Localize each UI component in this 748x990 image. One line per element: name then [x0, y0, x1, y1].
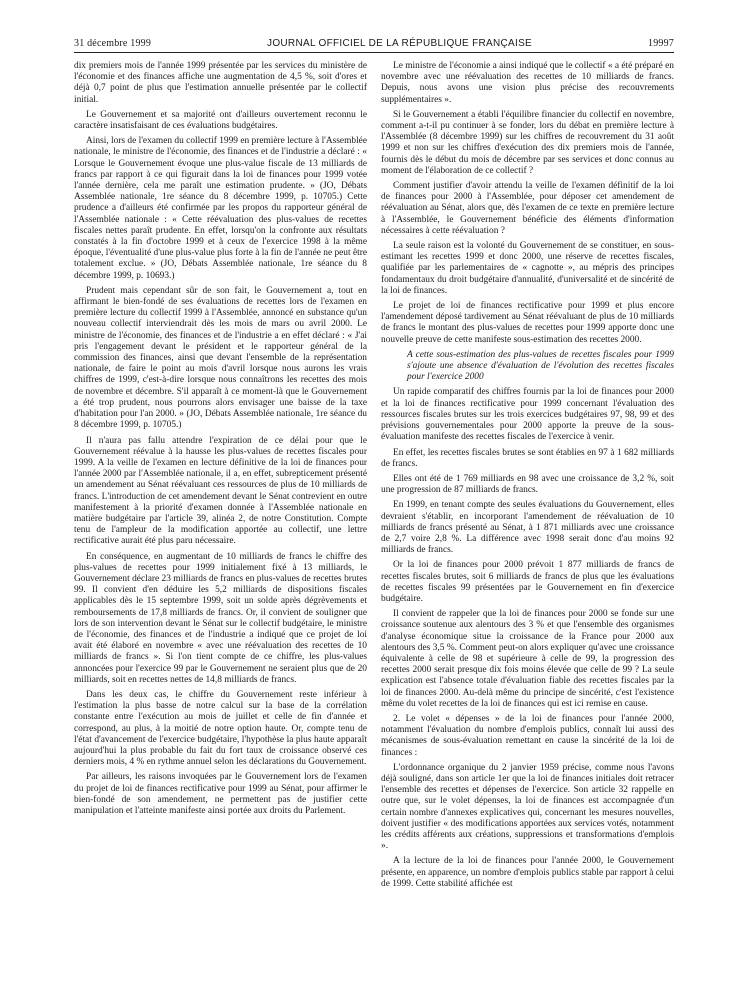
paragraph: dix premiers mois de l'année 1999 présentée par les services du ministère de l'économie et des finances affiche une augmentation de 4,5 %, soit d'ores et déjà 0,7 point de plus que l'estimation annuelle présentée par le collectif initial.: [74, 61, 367, 105]
page-header: [74, 38, 674, 49]
section-subheading: A cette sous-estimation des plus-values de recettes fiscales pour 1999 s'ajoute une absence d'évaluation de l'évolution des recettes fiscales pour l'exercice 2000: [407, 349, 674, 383]
paragraph: En effet, les recettes fiscales brutes se sont établies en 97 à 1 682 milliards de francs.: [381, 447, 674, 469]
paragraph: En 1999, en tenant compte des seules évaluations du Gouvernement, elles devraient s'établir, en incorporant l'amendement de réévaluation de 10 milliards de francs présenté au Sénat, à 1 871 milliards avec une croissance de 2,7 voire 2,8 %. La différence avec 1998 serait donc d'au moins 92 milliards de francs.: [381, 500, 674, 556]
paragraph: Le ministre de l'économie a ainsi indiqué que le collectif « a été préparé en novembre avec une réévaluation des recettes de 10 milliards de francs. Depuis, nous avons une vision plus précise des recouvrements supplémentaires ».: [381, 61, 674, 105]
paragraph: Il n'aura pas fallu attendre l'expiration de ce délai pour que le Gouvernement réévalue à la hausse les plus-values de recettes fiscales pour 1999. A la veille de l'examen en lecture définitive de la loi de finances pour l'année 2000 par l'Assemblée nationale, il a, en effet, subrepticement présenté un amendement au Sénat réévaluant ces ressources de plus de 10 milliards de francs. L'introduction de cet amendement devant le Sénat contrevient en outre manifestement à la priorité d'examen donnée à l'Assemblée nationale en matière budgétaire par l'article 39, alinéa 2, de notre Constitution. Compte tenu de l'ampleur de la modification apportée au collectif, une lettre rectificative aurait été plus paru nécessaire.: [74, 435, 367, 547]
text-columns: [74, 61, 674, 894]
right-column: [381, 61, 674, 894]
paragraph: Le Gouvernement et sa majorité ont d'ailleurs ouvertement reconnu le caractère insatisfaisant de ces évaluations budgétaires.: [74, 109, 367, 132]
paragraph: Si le Gouvernement a établi l'équilibre financier du collectif en novembre, comment a-t-il pu continuer à se fonder, lors du débat en première lecture à l'Assemblée (8 décembre 1999) sur les chiffres de recouvrement du 31 août 1999 et non sur les chiffres d'exécution des dix premiers mois de l'année, fournis dès le début du mois de décembre par ses services et donc connus au moment de l'élaboration de ce collectif ?: [381, 109, 674, 176]
journal-title: JOURNAL OFFICIEL DE LA RÉPUBLIQUE FRANÇAISE: [267, 38, 533, 49]
paragraph: A la lecture de la loi de finances pour l'année 2000, le Gouvernement présente, en apparence, un nombre d'emplois publics stable par rapport à celui de 1999. Cette stabilité affichée est: [381, 856, 674, 889]
paragraph: Ainsi, lors de l'examen du collectif 1999 en première lecture à l'Assemblée nationale, le ministre de l'économie, des finances et de l'industrie a déclaré : « Lorsque le Gouvernement évoque une plus-value fiscale de 13 milliards de francs par rapport à ce qui figurait dans la loi de finances pour 1999 votée l'année dernière, cela me paraît une estimation prudente. » (JO, Débats Assemblée nationale, 1re séance du 8 décembre 1999, p. 10705.) Cette prudence a d'ailleurs été confirmée par les propos du rapporteur général de l'Assemblée nationale : « Cette réévaluation des plus-values de recettes fiscales nettes paraît prudente. En effet, lorsqu'on la confronte aux résultats constatés à la fin d'octobre 1999 et à ceux de l'exercice 1998 à la même époque, l'éventualité d'une plus-value plus forte à la fin de l'année ne peut être totalement exclue. » (JO, Débats Assemblée nationale, 1re séance du 8 décembre 1999, p. 10693.): [74, 136, 367, 281]
paragraph: Le projet de loi de finances rectificative pour 1999 et plus encore l'amendement déposé tardivement au Sénat réévaluant de plus de 10 milliards de francs le montant des plus-values de recettes pour 1999 apporte donc une nouvelle preuve de cette manifeste sous-estimation des recettes 2000.: [381, 301, 674, 345]
paragraph: Or la loi de finances pour 2000 prévoit 1 877 milliards de francs de recettes fiscales brutes, soit 6 milliards de francs de plus que les évaluations de recettes fiscales 99 présentées par le Gouvernement en fin d'exercice budgétaire.: [381, 560, 674, 604]
paragraph: Comment justifier d'avoir attendu la veille de l'examen définitif de la loi de finances pour 2000 à l'Assemblée, pour déposer cet amendement de réévaluation au Sénat, alors que, dès l'examen de ce texte en première lecture à l'Assemblée, le Gouvernement bénéficie des éléments d'information nécessaires à cette réévaluation ?: [381, 181, 674, 236]
paragraph: Elles ont été de 1 769 milliards en 98 avec une croissance de 3,2 %, soit une progression de 87 milliards de francs.: [381, 473, 674, 496]
header-date: 31 décembre 1999: [74, 38, 152, 49]
paragraph: Par ailleurs, les raisons invoquées par le Gouvernement lors de l'examen du projet de loi de finances rectificative pour 1999 au Sénat, pour affirmer le bien-fondé de son amendement, ne permettent pas de justifier cette manipulation et l'atteinte manifeste ainsi portée aux droits du Parlement.: [74, 772, 367, 816]
page-number: 19997: [648, 38, 674, 49]
paragraph: Un rapide comparatif des chiffres fournis par la loi de finances pour 2000 et la loi de finances rectificative pour 1999 concernant l'évaluation des ressources fiscales brutes sur les trois exercices budgétaires 97, 98, 99 et des prévisions gouvernementales pour 2000 apporte la preuve de la sous-évaluation manifeste des recettes fiscales de l'exercice à venir.: [381, 387, 674, 443]
paragraph: 2. Le volet « dépenses » de la loi de finances pour l'année 2000, notamment l'évaluation du nombre d'emplois publics, connaît lui aussi des mécanismes de sous-évaluation remettant en cause la sincérité de la loi de finances :: [381, 713, 674, 758]
paragraph: Prudent mais cependant sûr de son fait, le Gouvernement a, tout en affirmant le bien-fondé de ses évaluations de recettes lors de l'examen en première lecture du collectif 1999 à l'Assemblée, annoncé en substance qu'un nouveau collectif interviendrait dès les mois de mars ou avril 2000. Le ministre de l'économie, des finances et de l'industrie a en effet déclaré : « J'ai pris l'engagement devant le président et le rapporteur général de la commission des finances, ainsi que devant l'ensemble de la représentation nationale, de faire le point au mois d'avril lorsque nous aurons les vrais chiffres de 1999, c'est-à-dire lorsque nous connaîtrons les recettes des mois de novembre et décembre. S'il apparaît à ce moment-là que le Gouvernement a été trop prudent, nous pourrons alors envisager une baisse de la taxe d'habitation pour l'an 2000. » (JO, Débats Assemblée nationale, 1re séance du 8 décembre 1999, p. 10705.): [74, 285, 367, 431]
paragraph: Il convient de rappeler que la loi de finances pour 2000 se fonde sur une croissance soutenue aux alentours des 3 % et que l'ensemble des organismes d'analyse économique situe la croissance de la France pour 2000 aux alentours des 3,5 %. Comment peut-on alors expliquer qu'avec une croissance équivalente à celle de 98 et supérieure à celle de 99, la progression des recettes 2000 serait presque dix fois moins élevée que celle de 99 ? La seule explication est l'absence totale d'évaluation fiable des recettes fiscales par la loi de finances 2000. Au-delà même du principe de sincérité, c'est l'existence même du volet recettes de la loi de finances qui est ici remise en cause.: [381, 609, 674, 709]
paragraph: Dans les deux cas, le chiffre du Gouvernement reste inférieur à l'estimation la plus basse de notre calcul sur la base de la corrélation constante entre l'exécution au mois de juillet et celle de fin d'année et correspond, au plus, à la moitié de notre option haute. Or, compte tenu de l'état d'avancement de l'exercice budgétaire, l'hypothèse la plus haute apparaît aujourd'hui la plus probable du fait du fort taux de croissance observé ces derniers mois, 4 % en rythme annuel selon les déclarations du Gouvernement.: [74, 689, 367, 768]
paragraph: La seule raison est la volonté du Gouvernement de se constituer, en sous-estimant les recettes 1999 et donc 2000, une réserve de recettes fiscales, qualifiée par les parlementaires de « cagnotte », au mépris des principes fondamentaux du droit budgétaire d'annualité, d'universalité et de sincérité de la loi de finances.: [381, 241, 674, 296]
left-column: [74, 61, 367, 894]
header-rule: [74, 52, 674, 53]
paragraph: En conséquence, en augmentant de 10 milliards de francs le chiffre des plus-values de recettes pour 1999 initialement fixé à 13 milliards, le Gouvernement déclare 23 milliards de francs en plus-values de recettes brutes 99. Il convient d'en déduire les 5,2 milliards de dispositions fiscales applicables dès le 15 septembre 1999, soit un solde après dégrèvements et remboursements de 17,8 milliards de francs. Or, il convient de souligner que lors de son intervention devant le Sénat sur le collectif budgétaire, le ministre de l'économie, des finances et de l'industrie a indiqué que ce projet de loi avait été élaboré en novembre « avec une réévaluation des recettes de 10 milliards de francs ». Si l'on tient compte de ce chiffre, les plus-values annoncées pour l'exercice 99 par le Gouvernement ne seraient plus que de 20 milliards, soit en recettes nettes de 14,8 milliards de francs.: [74, 551, 367, 685]
paragraph: L'ordonnance organique du 2 janvier 1959 précise, comme nous l'avons déjà souligné, dans son article 1er que la loi de finances initiales doit retracer l'ensemble des recettes et dépenses de l'exercice. Son article 32 rappelle en outre que, sur le volet dépenses, la loi de finances est accompagnée d'un certain nombre d'annexes explicatives qui, concernant les mesures nouvelles, doivent justifier « des modifications apportées aux services votés, notamment les crédits afférents aux créations, suppressions et transformations d'emplois ».: [381, 762, 674, 852]
